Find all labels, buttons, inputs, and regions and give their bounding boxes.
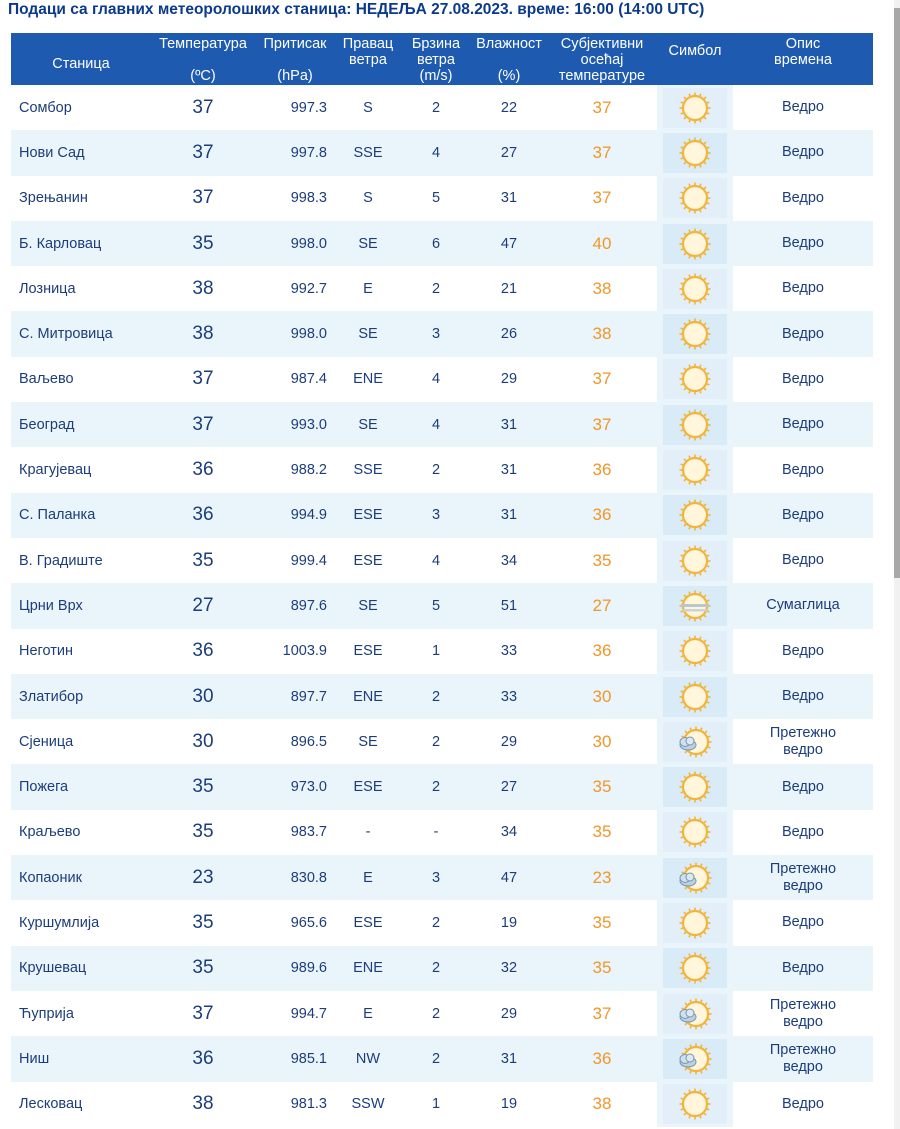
wind-direction-value: SSW bbox=[335, 1082, 401, 1127]
page-title: Подаци са главних метеоролошких станица: НЕДЕЉА 27.08.2023. време: 16:00 (14:00 UTC) bbox=[8, 1, 705, 18]
description-text: Ведро bbox=[781, 778, 824, 795]
wind-speed-value: 2 bbox=[401, 85, 471, 130]
humidity-value: 26 bbox=[471, 311, 547, 356]
sun-icon bbox=[663, 269, 727, 309]
humidity-value: 34 bbox=[471, 538, 547, 583]
temperature-value: 36 bbox=[151, 1036, 255, 1081]
humidity-value: 34 bbox=[471, 810, 547, 855]
table-row bbox=[11, 900, 873, 945]
weather-symbol-cell bbox=[657, 900, 733, 945]
sun-icon bbox=[663, 903, 727, 943]
weather-description bbox=[733, 1036, 873, 1081]
wind-direction-value: ENE bbox=[335, 674, 401, 719]
wind-direction-value: E bbox=[335, 266, 401, 311]
table-row bbox=[11, 130, 873, 175]
station-name: Ваљево bbox=[11, 357, 151, 402]
temperature-value: 38 bbox=[151, 1082, 255, 1127]
weather-description bbox=[733, 311, 873, 356]
pressure-value: 897.6 bbox=[255, 583, 335, 628]
weather-symbol-cell bbox=[657, 674, 733, 719]
humidity-value: 47 bbox=[471, 855, 547, 900]
pressure-value: 973.0 bbox=[255, 764, 335, 809]
header-wind-speed: Брзина ветра (m/s) bbox=[401, 33, 471, 85]
sun-cloud-icon bbox=[663, 858, 727, 898]
temperature-value: 35 bbox=[151, 810, 255, 855]
weather-symbol-cell bbox=[657, 629, 733, 674]
weather-table bbox=[11, 33, 873, 1127]
weather-symbol-cell bbox=[657, 1036, 733, 1081]
wind-direction-value: E bbox=[335, 855, 401, 900]
table-row bbox=[11, 447, 873, 492]
weather-symbol-cell bbox=[657, 311, 733, 356]
table-body bbox=[11, 85, 873, 1127]
wind-direction-value: E bbox=[335, 991, 401, 1036]
description-text: Ведро bbox=[781, 235, 824, 252]
weather-symbol-cell bbox=[657, 130, 733, 175]
table-row bbox=[11, 583, 873, 628]
weather-description bbox=[733, 674, 873, 719]
header-humidity: Влажност (%) bbox=[471, 33, 547, 85]
pressure-value: 897.7 bbox=[255, 674, 335, 719]
weather-symbol-cell bbox=[657, 538, 733, 583]
humidity-value: 31 bbox=[471, 493, 547, 538]
humidity-value: 29 bbox=[471, 991, 547, 1036]
station-name: Крагујевац bbox=[11, 447, 151, 492]
wind-speed-value: 2 bbox=[401, 764, 471, 809]
sun-icon bbox=[663, 314, 727, 354]
humidity-value: 31 bbox=[471, 1036, 547, 1081]
sun-cloud-icon bbox=[663, 722, 727, 762]
header-pressure: Притисак (hPa) bbox=[255, 33, 335, 85]
pressure-value: 981.3 bbox=[255, 1082, 335, 1127]
station-name: В. Градиште bbox=[11, 538, 151, 583]
temperature-value: 37 bbox=[151, 176, 255, 221]
wind-direction-value: ESE bbox=[335, 629, 401, 674]
wind-speed-value: 2 bbox=[401, 674, 471, 719]
weather-symbol-cell bbox=[657, 583, 733, 628]
weather-description bbox=[733, 176, 873, 221]
description-text: Ведро bbox=[781, 370, 824, 387]
sun-cloud-icon bbox=[663, 994, 727, 1034]
description-text: Ведро bbox=[781, 688, 824, 704]
description-text: Сумаглица bbox=[766, 597, 840, 614]
pressure-value: 993.0 bbox=[255, 402, 335, 447]
temperature-value: 30 bbox=[151, 719, 255, 764]
feels-like-value: 40 bbox=[547, 221, 657, 266]
vertical-scrollbar[interactable] bbox=[894, 0, 900, 1129]
table-row bbox=[11, 357, 873, 402]
description-text: Ведро bbox=[781, 959, 824, 976]
sun-icon bbox=[663, 812, 727, 852]
weather-symbol-cell bbox=[657, 447, 733, 492]
feels-like-value: 37 bbox=[547, 130, 657, 175]
pressure-value: 994.7 bbox=[255, 991, 335, 1036]
pressure-value: 896.5 bbox=[255, 719, 335, 764]
station-name: С. Митровица bbox=[11, 311, 151, 356]
feels-like-value: 27 bbox=[547, 583, 657, 628]
feels-like-value: 35 bbox=[547, 946, 657, 991]
wind-speed-value: 4 bbox=[401, 402, 471, 447]
station-name: Златибор bbox=[11, 674, 151, 719]
table-row bbox=[11, 1082, 873, 1127]
table-row bbox=[11, 629, 873, 674]
table-row bbox=[11, 855, 873, 900]
header-feels-like: Субјективни осећај температуре bbox=[547, 33, 657, 85]
sun-icon bbox=[663, 1084, 727, 1124]
weather-description bbox=[733, 447, 873, 492]
table-row bbox=[11, 176, 873, 221]
sun-icon bbox=[663, 948, 727, 988]
feels-like-value: 38 bbox=[547, 311, 657, 356]
wind-direction-value: S bbox=[335, 176, 401, 221]
weather-description bbox=[733, 900, 873, 945]
station-name: Лесковац bbox=[11, 1082, 151, 1127]
wind-direction-value: ESE bbox=[335, 764, 401, 809]
wind-speed-value: 2 bbox=[401, 266, 471, 311]
weather-symbol-cell bbox=[657, 221, 733, 266]
station-name: Копаоник bbox=[11, 855, 151, 900]
description-text: Ведро bbox=[781, 144, 824, 161]
table-row bbox=[11, 311, 873, 356]
humidity-value: 33 bbox=[471, 674, 547, 719]
weather-description bbox=[733, 629, 873, 674]
wind-direction-value: SE bbox=[335, 402, 401, 447]
description-text: Ведро bbox=[781, 552, 824, 569]
feels-like-value: 37 bbox=[547, 176, 657, 221]
feels-like-value: 36 bbox=[547, 447, 657, 492]
table-row bbox=[11, 674, 873, 719]
table-row bbox=[11, 946, 873, 991]
pressure-value: 999.4 bbox=[255, 538, 335, 583]
station-name: Ћуприја bbox=[11, 991, 151, 1036]
wind-speed-value: 1 bbox=[401, 629, 471, 674]
header-description: Опис времена bbox=[733, 33, 873, 85]
wind-speed-value: 2 bbox=[401, 1036, 471, 1081]
station-name: Ниш bbox=[11, 1036, 151, 1081]
station-name: Б. Карловац bbox=[11, 221, 151, 266]
pressure-value: 998.3 bbox=[255, 176, 335, 221]
feels-like-value: 30 bbox=[547, 719, 657, 764]
table-row bbox=[11, 221, 873, 266]
feels-like-value: 36 bbox=[547, 629, 657, 674]
wind-direction-value: ENE bbox=[335, 946, 401, 991]
weather-symbol-cell bbox=[657, 402, 733, 447]
pressure-value: 997.8 bbox=[255, 130, 335, 175]
weather-symbol-cell bbox=[657, 493, 733, 538]
station-name: Нови Сад bbox=[11, 130, 151, 175]
temperature-value: 27 bbox=[151, 583, 255, 628]
description-line-2: ведро bbox=[783, 1013, 823, 1030]
feels-like-value: 35 bbox=[547, 810, 657, 855]
header-symbol: Симбол bbox=[657, 33, 733, 85]
temperature-value: 37 bbox=[151, 357, 255, 402]
description-text: Ведро bbox=[781, 99, 824, 116]
description-text: Ведро bbox=[781, 416, 824, 433]
wind-direction-value: SE bbox=[335, 719, 401, 764]
feels-like-value: 38 bbox=[547, 266, 657, 311]
wind-direction-value: SE bbox=[335, 221, 401, 266]
pressure-value: 992.7 bbox=[255, 266, 335, 311]
weather-description bbox=[733, 719, 873, 764]
humidity-value: 31 bbox=[471, 176, 547, 221]
wind-direction-value: S bbox=[335, 85, 401, 130]
weather-symbol-cell bbox=[657, 176, 733, 221]
weather-description bbox=[733, 130, 873, 175]
table-row bbox=[11, 810, 873, 855]
weather-description bbox=[733, 583, 873, 628]
sun-icon bbox=[663, 631, 727, 671]
pressure-value: 830.8 bbox=[255, 855, 335, 900]
temperature-value: 35 bbox=[151, 221, 255, 266]
description-line-1: Претежно bbox=[769, 1041, 837, 1058]
wind-speed-value: 4 bbox=[401, 538, 471, 583]
haze-icon bbox=[663, 586, 727, 626]
station-name: Сомбор bbox=[11, 85, 151, 130]
weather-description bbox=[733, 402, 873, 447]
description-text: Ведро bbox=[781, 1095, 824, 1112]
wind-speed-value: 3 bbox=[401, 855, 471, 900]
station-name: Зрењанин bbox=[11, 176, 151, 221]
wind-speed-value: - bbox=[401, 810, 471, 855]
wind-speed-value: 2 bbox=[401, 719, 471, 764]
wind-speed-value: 6 bbox=[401, 221, 471, 266]
wind-direction-value: SSE bbox=[335, 130, 401, 175]
description-text: Ведро bbox=[781, 189, 824, 206]
header-temperature: Температура (ºC) bbox=[151, 33, 255, 85]
weather-description bbox=[733, 946, 873, 991]
humidity-value: 19 bbox=[471, 900, 547, 945]
wind-direction-value: ESE bbox=[335, 538, 401, 583]
wind-speed-value: 5 bbox=[401, 176, 471, 221]
table-row bbox=[11, 764, 873, 809]
station-name: Краљево bbox=[11, 810, 151, 855]
station-name: Лозница bbox=[11, 266, 151, 311]
humidity-value: 21 bbox=[471, 266, 547, 311]
table-row bbox=[11, 493, 873, 538]
description-line-1: Претежно bbox=[769, 860, 837, 877]
wind-speed-value: 2 bbox=[401, 991, 471, 1036]
weather-table-container bbox=[11, 33, 873, 1127]
feels-like-value: 23 bbox=[547, 855, 657, 900]
temperature-value: 36 bbox=[151, 447, 255, 492]
wind-speed-value: 4 bbox=[401, 130, 471, 175]
humidity-value: 33 bbox=[471, 629, 547, 674]
weather-description bbox=[733, 493, 873, 538]
pressure-value: 997.3 bbox=[255, 85, 335, 130]
sun-icon bbox=[663, 224, 727, 264]
pressure-value: 988.2 bbox=[255, 447, 335, 492]
humidity-value: 31 bbox=[471, 402, 547, 447]
station-name: С. Паланка bbox=[11, 493, 151, 538]
temperature-value: 38 bbox=[151, 311, 255, 356]
wind-speed-value: 2 bbox=[401, 900, 471, 945]
feels-like-value: 37 bbox=[547, 357, 657, 402]
feels-like-value: 35 bbox=[547, 764, 657, 809]
weather-symbol-cell bbox=[657, 719, 733, 764]
scrollbar-thumb[interactable] bbox=[894, 8, 900, 578]
description-text: Ведро bbox=[781, 506, 824, 523]
header-wind-direction: Правац ветра bbox=[335, 33, 401, 85]
feels-like-value: 35 bbox=[547, 900, 657, 945]
humidity-value: 32 bbox=[471, 946, 547, 991]
wind-direction-value: - bbox=[335, 810, 401, 855]
weather-symbol-cell bbox=[657, 764, 733, 809]
feels-like-value: 30 bbox=[547, 674, 657, 719]
sun-icon bbox=[663, 405, 727, 445]
description-line-2: ведро bbox=[783, 1058, 823, 1075]
pressure-value: 994.9 bbox=[255, 493, 335, 538]
wind-direction-value: SE bbox=[335, 583, 401, 628]
sun-icon bbox=[663, 541, 727, 581]
wind-direction-value: ENE bbox=[335, 357, 401, 402]
pressure-value: 983.7 bbox=[255, 810, 335, 855]
temperature-value: 37 bbox=[151, 991, 255, 1036]
wind-speed-value: 3 bbox=[401, 311, 471, 356]
temperature-value: 38 bbox=[151, 266, 255, 311]
pressure-value: 998.0 bbox=[255, 221, 335, 266]
table-row bbox=[11, 538, 873, 583]
description-text: Ведро bbox=[781, 642, 824, 659]
weather-symbol-cell bbox=[657, 1082, 733, 1127]
header-station: Станица bbox=[11, 33, 151, 85]
humidity-value: 31 bbox=[471, 447, 547, 492]
sun-icon bbox=[663, 495, 727, 535]
table-row bbox=[11, 991, 873, 1036]
weather-description bbox=[733, 538, 873, 583]
humidity-value: 47 bbox=[471, 221, 547, 266]
station-name: Сјеница bbox=[11, 719, 151, 764]
station-name: Куршумлија bbox=[11, 900, 151, 945]
wind-speed-value: 4 bbox=[401, 357, 471, 402]
weather-description bbox=[733, 221, 873, 266]
weather-symbol-cell bbox=[657, 810, 733, 855]
temperature-value: 35 bbox=[151, 538, 255, 583]
feels-like-value: 36 bbox=[547, 493, 657, 538]
table-row bbox=[11, 402, 873, 447]
station-name: Крушевац bbox=[11, 946, 151, 991]
humidity-value: 27 bbox=[471, 130, 547, 175]
temperature-value: 35 bbox=[151, 946, 255, 991]
feels-like-value: 37 bbox=[547, 991, 657, 1036]
sun-icon bbox=[663, 178, 727, 218]
weather-description bbox=[733, 855, 873, 900]
station-name: Црни Врх bbox=[11, 583, 151, 628]
table-row bbox=[11, 719, 873, 764]
humidity-value: 29 bbox=[471, 357, 547, 402]
weather-symbol-cell bbox=[657, 357, 733, 402]
weather-description bbox=[733, 357, 873, 402]
table-row bbox=[11, 85, 873, 130]
temperature-value: 37 bbox=[151, 402, 255, 447]
weather-description bbox=[733, 1082, 873, 1127]
humidity-value: 29 bbox=[471, 719, 547, 764]
humidity-value: 19 bbox=[471, 1082, 547, 1127]
description-text: Ведро bbox=[781, 325, 824, 342]
feels-like-value: 38 bbox=[547, 1082, 657, 1127]
wind-speed-value: 2 bbox=[401, 447, 471, 492]
description-text: Ведро bbox=[781, 461, 824, 478]
temperature-value: 35 bbox=[151, 900, 255, 945]
sun-icon bbox=[663, 450, 727, 490]
sun-cloud-icon bbox=[663, 1039, 727, 1079]
wind-direction-value: SE bbox=[335, 311, 401, 356]
weather-symbol-cell bbox=[657, 946, 733, 991]
feels-like-value: 37 bbox=[547, 85, 657, 130]
description-text: Ведро bbox=[781, 823, 824, 840]
description-text: Ведро bbox=[781, 280, 824, 297]
weather-description bbox=[733, 266, 873, 311]
weather-description bbox=[733, 764, 873, 809]
pressure-value: 1003.9 bbox=[255, 629, 335, 674]
sun-icon bbox=[663, 767, 727, 807]
humidity-value: 27 bbox=[471, 764, 547, 809]
wind-speed-value: 2 bbox=[401, 946, 471, 991]
table-row bbox=[11, 266, 873, 311]
pressure-value: 989.6 bbox=[255, 946, 335, 991]
wind-direction-value: ESE bbox=[335, 493, 401, 538]
feels-like-value: 35 bbox=[547, 538, 657, 583]
weather-description bbox=[733, 991, 873, 1036]
weather-symbol-cell bbox=[657, 991, 733, 1036]
temperature-value: 36 bbox=[151, 493, 255, 538]
temperature-value: 23 bbox=[151, 855, 255, 900]
station-name: Београд bbox=[11, 402, 151, 447]
sun-icon bbox=[663, 359, 727, 399]
wind-direction-value: ESE bbox=[335, 900, 401, 945]
description-line-1: Претежно bbox=[769, 724, 837, 741]
temperature-value: 30 bbox=[151, 674, 255, 719]
pressure-value: 987.4 bbox=[255, 357, 335, 402]
temperature-value: 37 bbox=[151, 130, 255, 175]
wind-speed-value: 1 bbox=[401, 1082, 471, 1127]
pressure-value: 965.6 bbox=[255, 900, 335, 945]
wind-speed-value: 5 bbox=[401, 583, 471, 628]
temperature-value: 35 bbox=[151, 764, 255, 809]
weather-symbol-cell bbox=[657, 85, 733, 130]
station-name: Неготин bbox=[11, 629, 151, 674]
weather-description bbox=[733, 85, 873, 130]
description-line-2: ведро bbox=[783, 877, 823, 894]
humidity-value: 51 bbox=[471, 583, 547, 628]
table-header-row bbox=[11, 33, 873, 85]
pressure-value: 998.0 bbox=[255, 311, 335, 356]
weather-symbol-cell bbox=[657, 855, 733, 900]
wind-direction-value: SSE bbox=[335, 447, 401, 492]
weather-symbol-cell bbox=[657, 266, 733, 311]
sun-icon bbox=[663, 133, 727, 173]
feels-like-value: 36 bbox=[547, 1036, 657, 1081]
wind-direction-value: NW bbox=[335, 1036, 401, 1081]
temperature-value: 37 bbox=[151, 85, 255, 130]
description-line-2: ведро bbox=[783, 741, 823, 758]
sun-icon bbox=[663, 677, 727, 717]
sun-icon bbox=[663, 88, 727, 128]
pressure-value: 985.1 bbox=[255, 1036, 335, 1081]
weather-description bbox=[733, 810, 873, 855]
station-name: Пожега bbox=[11, 764, 151, 809]
description-text: Ведро bbox=[781, 914, 824, 931]
feels-like-value: 37 bbox=[547, 402, 657, 447]
wind-speed-value: 3 bbox=[401, 493, 471, 538]
description-line-1: Претежно bbox=[769, 996, 837, 1013]
humidity-value: 22 bbox=[471, 85, 547, 130]
table-row bbox=[11, 1036, 873, 1081]
temperature-value: 36 bbox=[151, 629, 255, 674]
